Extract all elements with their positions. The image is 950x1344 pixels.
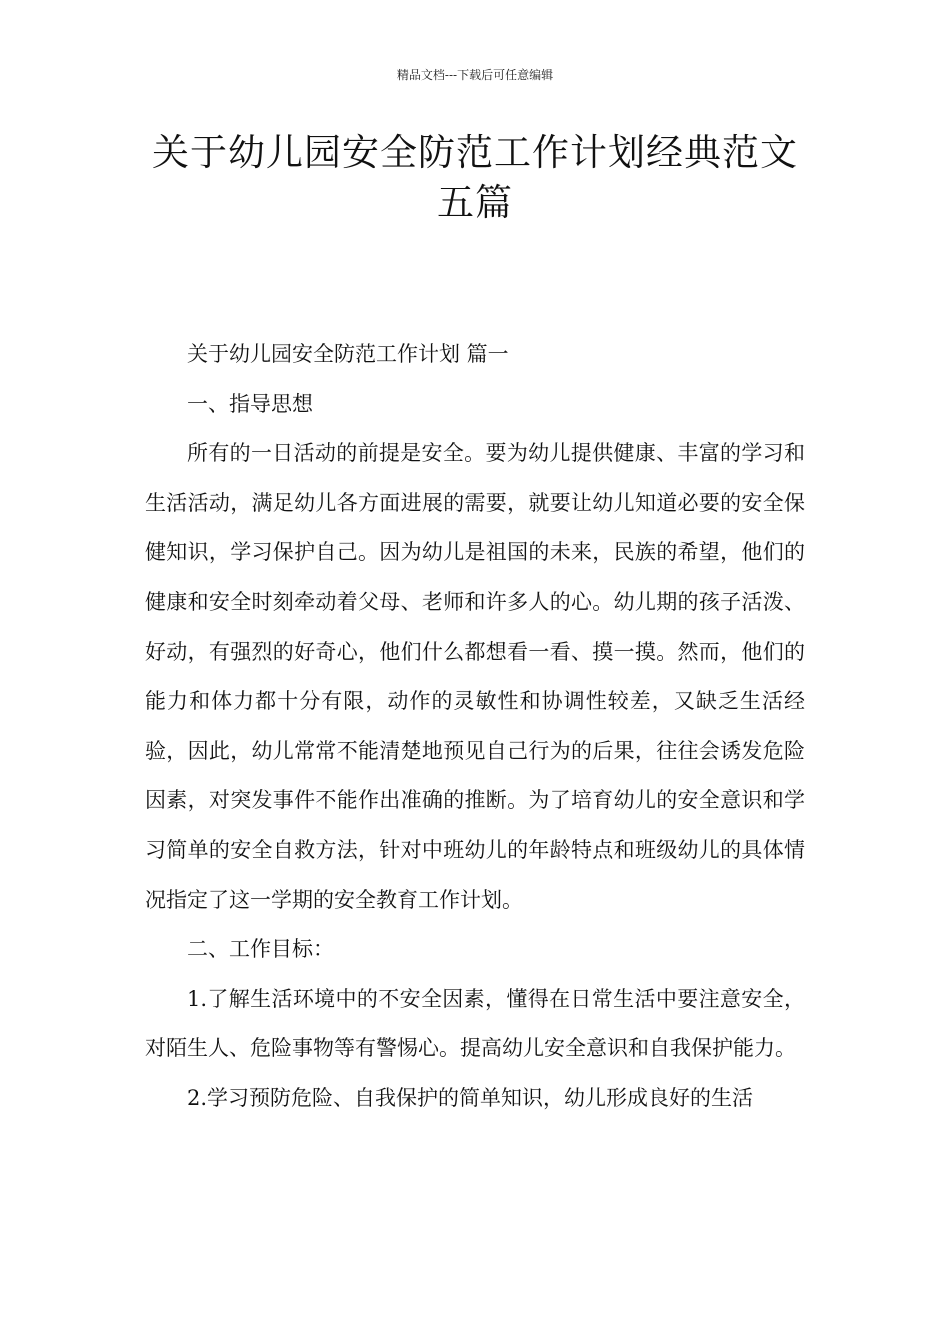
- document-title: 关于幼儿园安全防范工作计划经典范文五篇: [152, 131, 798, 224]
- header-note: 精品文档---下载后可任意编辑: [396, 68, 554, 82]
- section-heading: 关于幼儿园安全防范工作计划 篇一: [187, 342, 509, 366]
- paragraph: 2.学习预防危险、自我保护的简单知识，幼儿形成良好的生活: [187, 1085, 754, 1110]
- paragraph: 1.了解生活环境中的不安全因素，懂得在日常生活中要注意安全，对陌生人、危险事物等有警惕心。提高幼儿安全意识和自我保护能力。: [145, 986, 805, 1061]
- subheading-guiding-thought: 一、指导思想: [187, 391, 313, 416]
- subheading-work-goals: 二、工作目标：: [187, 937, 334, 962]
- paragraph: 所有的一日活动的前提是安全。要为幼儿提供健康、丰富的学习和生活活动，满足幼儿各方面进展的需要，就要让幼儿知道必要的安全保健知识，学习保护自己。因为幼儿是祖国的未来，民族的希望，他们的健康和安全时刻牵动着父母、老师和许多人的心。幼儿期的孩子活泼、好动，有强烈的好奇心，他们什么都想看一看、摸一摸。然而，他们的能力和体力都十分有限，动作的灵敏性和协调性较差，又缺乏生活经验，因此，幼儿常常不能清楚地预见自己行为的后果，往往会诱发危险因素，对突发事件不能作出准确的推断。为了培育幼儿的安全意识和学习简单的安全自救方法，针对中班幼儿的年龄特点和班级幼儿的具体情况指定了这一学期的安全教育工作计划。: [145, 441, 805, 912]
- document-body: [145, 330, 805, 1124]
